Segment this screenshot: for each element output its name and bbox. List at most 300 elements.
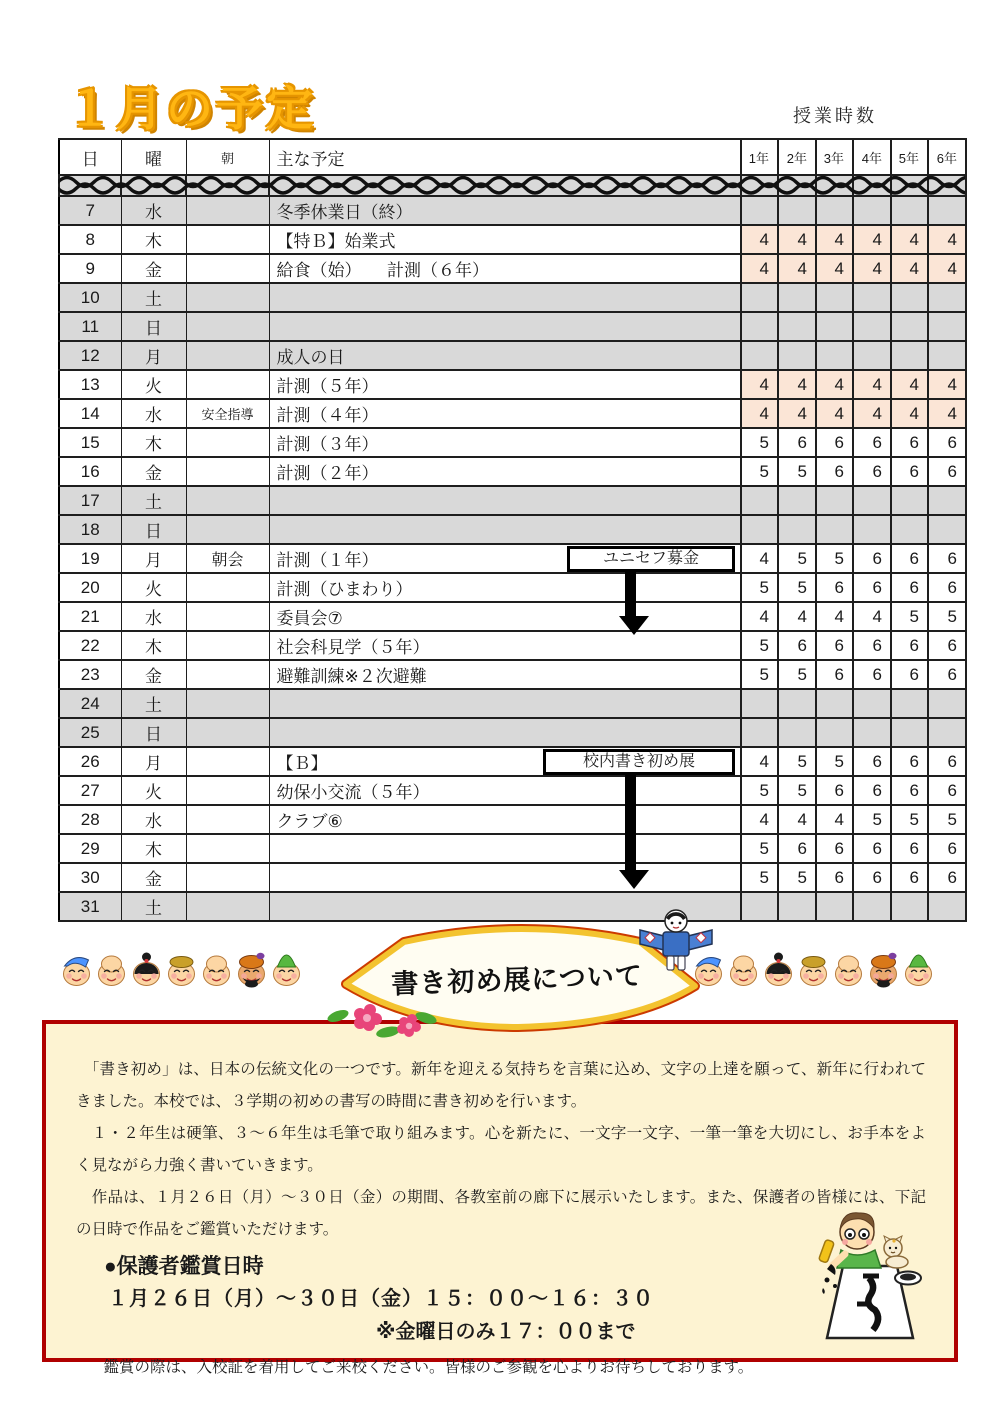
header-grade-4: 4年 xyxy=(853,139,891,175)
hours-grade-5-cell xyxy=(891,486,928,515)
wd-cell: 金 xyxy=(121,660,186,689)
day-cell: 26 xyxy=(59,747,121,776)
hours-grade-2-cell: 6 xyxy=(778,631,816,660)
morn-cell: 朝会 xyxy=(186,544,269,573)
wd-cell: 日 xyxy=(121,718,186,747)
hours-grade-4-cell: 6 xyxy=(853,631,891,660)
wd-cell: 月 xyxy=(121,341,186,370)
sched-cell xyxy=(269,834,741,863)
wd-cell: 水 xyxy=(121,196,186,225)
wd-cell: 火 xyxy=(121,573,186,602)
schedule-row-16 xyxy=(59,457,966,486)
hours-grade-4-cell: 4 xyxy=(853,254,891,283)
seven-lucky-gods-left xyxy=(60,950,303,992)
morn-cell xyxy=(186,196,269,225)
morn-cell xyxy=(186,776,269,805)
day-cell: 20 xyxy=(59,573,121,602)
schedule-row-20 xyxy=(59,573,966,602)
schedule-row-7 xyxy=(59,196,966,225)
day-cell: 7 xyxy=(59,196,121,225)
hours-grade-2-cell: 4 xyxy=(778,399,816,428)
wd-cell: 水 xyxy=(121,805,186,834)
lucky-god-bishamonten-icon xyxy=(235,950,268,992)
hours-grade-1-cell: 5 xyxy=(741,631,778,660)
header-schedule: 主な予定 xyxy=(269,139,741,175)
hours-grade-5-cell: 6 xyxy=(891,776,928,805)
day-cell: 28 xyxy=(59,805,121,834)
sched-cell xyxy=(269,515,741,544)
wd-cell: 土 xyxy=(121,689,186,718)
schedule-row-14 xyxy=(59,399,966,428)
hours-grade-3-cell: 6 xyxy=(816,776,853,805)
sched-cell: 社会科見学（５年） xyxy=(269,631,741,660)
header-weekday: 曜 xyxy=(121,139,186,175)
day-cell: 30 xyxy=(59,863,121,892)
hours-grade-4-cell: 6 xyxy=(853,834,891,863)
hours-grade-5-cell: 6 xyxy=(891,428,928,457)
hours-grade-3-cell: 4 xyxy=(816,805,853,834)
wd-cell: 日 xyxy=(121,515,186,544)
hours-grade-5-cell: 4 xyxy=(891,399,928,428)
day-cell: 23 xyxy=(59,660,121,689)
hours-grade-3-cell xyxy=(816,892,853,921)
schedule-row-29 xyxy=(59,834,966,863)
lucky-god-bishamonten-icon xyxy=(867,950,900,992)
wd-cell: 火 xyxy=(121,370,186,399)
hours-grade-1-cell xyxy=(741,196,778,225)
hours-grade-3-cell xyxy=(816,718,853,747)
hours-grade-3-cell: 6 xyxy=(816,834,853,863)
down-arrow-head xyxy=(619,616,649,635)
banner-title: 書き初め展について xyxy=(390,960,644,1000)
hours-grade-5-cell: 5 xyxy=(891,602,928,631)
calligraphy-boy-illustration xyxy=(805,1204,930,1346)
day-cell: 15 xyxy=(59,428,121,457)
lucky-god-benzaiten-icon xyxy=(130,950,163,992)
day-cell: 22 xyxy=(59,631,121,660)
hours-grade-3-cell: 5 xyxy=(816,747,853,776)
schedule-row-8 xyxy=(59,225,966,254)
hours-grade-1-cell xyxy=(741,486,778,515)
lucky-god-fukurokuju-icon xyxy=(902,950,935,992)
lucky-god-ebisu-icon xyxy=(60,950,93,992)
sched-cell: 幼保小交流（５年） xyxy=(269,776,741,805)
callout-box: ユニセフ募金 xyxy=(567,546,735,572)
hours-grade-6-cell xyxy=(928,312,966,341)
hours-grade-1-cell: 4 xyxy=(741,254,778,283)
sched-cell: 給食（始） 計測（６年） xyxy=(269,254,741,283)
morn-cell xyxy=(186,312,269,341)
day-cell: 14 xyxy=(59,399,121,428)
hours-grade-1-cell xyxy=(741,283,778,312)
hours-grade-4-cell xyxy=(853,689,891,718)
header-grade-3: 3年 xyxy=(816,139,853,175)
wavy-separator-row xyxy=(59,175,966,196)
wd-cell: 日 xyxy=(121,312,186,341)
schedule-row-21 xyxy=(59,602,966,631)
hours-grade-1-cell: 5 xyxy=(741,573,778,602)
hours-grade-2-cell xyxy=(778,283,816,312)
hours-grade-3-cell xyxy=(816,196,853,225)
hours-grade-2-cell xyxy=(778,486,816,515)
day-cell: 21 xyxy=(59,602,121,631)
day-cell: 9 xyxy=(59,254,121,283)
morn-cell xyxy=(186,631,269,660)
hours-grade-2-cell xyxy=(778,312,816,341)
hours-grade-5-cell: 5 xyxy=(891,805,928,834)
morn-cell xyxy=(186,254,269,283)
callout-box: 校内書き初め展 xyxy=(543,749,735,775)
sched-cell xyxy=(269,486,741,515)
header-day: 日 xyxy=(59,139,121,175)
schedule-row-10 xyxy=(59,283,966,312)
day-cell: 18 xyxy=(59,515,121,544)
sched-cell: 計測（５年） xyxy=(269,370,741,399)
hours-grade-4-cell xyxy=(853,892,891,921)
schedule-row-13 xyxy=(59,370,966,399)
hours-grade-6-cell xyxy=(928,892,966,921)
hours-grade-5-cell: 6 xyxy=(891,834,928,863)
schedule-row-15 xyxy=(59,428,966,457)
schedule-row-9 xyxy=(59,254,966,283)
hours-grade-4-cell: 4 xyxy=(853,602,891,631)
hours-grade-6-cell: 5 xyxy=(928,805,966,834)
schedule-table xyxy=(58,138,967,922)
hours-grade-2-cell: 5 xyxy=(778,863,816,892)
hours-grade-1-cell: 5 xyxy=(741,428,778,457)
wd-cell: 木 xyxy=(121,428,186,457)
sched-cell: 避難訓練※２次避難 xyxy=(269,660,741,689)
morn-cell xyxy=(186,747,269,776)
schedule-row-27 xyxy=(59,776,966,805)
hours-grade-6-cell: 6 xyxy=(928,660,966,689)
hours-grade-4-cell: 6 xyxy=(853,747,891,776)
schedule-row-24 xyxy=(59,689,966,718)
sched-cell: 計測（３年） xyxy=(269,428,741,457)
schedule-row-22 xyxy=(59,631,966,660)
hours-grade-4-cell: 6 xyxy=(853,660,891,689)
morn-cell xyxy=(186,660,269,689)
morn-cell xyxy=(186,225,269,254)
morn-cell xyxy=(186,602,269,631)
hours-grade-5-cell: 6 xyxy=(891,660,928,689)
hours-grade-6-cell: 4 xyxy=(928,370,966,399)
hours-grade-5-cell: 4 xyxy=(891,254,928,283)
sched-cell xyxy=(269,689,741,718)
hours-grade-2-cell: 5 xyxy=(778,776,816,805)
down-arrow-head xyxy=(619,870,649,889)
hours-grade-1-cell: 5 xyxy=(741,863,778,892)
hours-grade-3-cell xyxy=(816,341,853,370)
hours-grade-5-cell: 4 xyxy=(891,225,928,254)
lucky-god-jurojin-icon xyxy=(95,950,128,992)
wd-cell: 水 xyxy=(121,602,186,631)
hours-grade-3-cell: 4 xyxy=(816,370,853,399)
sched-cell: 計測（４年） xyxy=(269,399,741,428)
hours-grade-4-cell: 6 xyxy=(853,573,891,602)
hours-grade-1-cell xyxy=(741,689,778,718)
wd-cell: 火 xyxy=(121,776,186,805)
hours-grade-2-cell xyxy=(778,689,816,718)
wd-cell: 木 xyxy=(121,225,186,254)
viewing-note: ※金曜日のみ１７：００まで xyxy=(376,1321,636,1343)
hours-grade-3-cell xyxy=(816,515,853,544)
hours-grade-2-cell: 5 xyxy=(778,660,816,689)
hours-grade-6-cell xyxy=(928,515,966,544)
schedule-row-23 xyxy=(59,660,966,689)
sched-cell: 計測（ひまわり） xyxy=(269,573,741,602)
hours-grade-6-cell xyxy=(928,718,966,747)
hours-grade-5-cell xyxy=(891,689,928,718)
table-header-row xyxy=(59,139,966,175)
viewing-time: １月２６日（月）～３０日（金）１５：００～１６：３０ xyxy=(108,1288,654,1310)
hours-grade-3-cell: 6 xyxy=(816,863,853,892)
hours-grade-3-cell: 4 xyxy=(816,254,853,283)
schedule-row-12 xyxy=(59,341,966,370)
schedule-row-30 xyxy=(59,863,966,892)
seven-lucky-gods-right xyxy=(692,950,935,992)
hours-grade-3-cell xyxy=(816,486,853,515)
sched-cell: 【特Ｂ】始業式 xyxy=(269,225,741,254)
hours-grade-1-cell: 4 xyxy=(741,602,778,631)
hours-grade-6-cell xyxy=(928,486,966,515)
wd-cell: 水 xyxy=(121,399,186,428)
hours-grade-5-cell: 6 xyxy=(891,457,928,486)
hours-grade-2-cell xyxy=(778,341,816,370)
hours-grade-2-cell xyxy=(778,892,816,921)
schedule-row-19 xyxy=(59,544,966,573)
hours-grade-2-cell: 4 xyxy=(778,225,816,254)
sched-cell xyxy=(269,283,741,312)
sched-cell: 冬季休業日（終） xyxy=(269,196,741,225)
morn-cell xyxy=(186,428,269,457)
morn-cell xyxy=(186,515,269,544)
hours-grade-2-cell: 6 xyxy=(778,834,816,863)
day-cell: 12 xyxy=(59,341,121,370)
hours-grade-1-cell: 5 xyxy=(741,457,778,486)
wd-cell: 土 xyxy=(121,892,186,921)
hours-grade-6-cell: 6 xyxy=(928,573,966,602)
wd-cell: 木 xyxy=(121,631,186,660)
hours-grade-6-cell: 6 xyxy=(928,747,966,776)
hours-grade-4-cell xyxy=(853,341,891,370)
morn-cell xyxy=(186,573,269,602)
hours-grade-1-cell: 4 xyxy=(741,747,778,776)
lucky-god-daikokuten-icon xyxy=(797,950,830,992)
hours-grade-6-cell xyxy=(928,341,966,370)
hours-grade-2-cell: 4 xyxy=(778,602,816,631)
hours-grade-1-cell: 4 xyxy=(741,805,778,834)
hours-grade-2-cell: 4 xyxy=(778,805,816,834)
sched-cell: 計測（２年） xyxy=(269,457,741,486)
header-grade-2: 2年 xyxy=(778,139,816,175)
day-cell: 13 xyxy=(59,370,121,399)
hours-grade-5-cell: 6 xyxy=(891,544,928,573)
day-cell: 31 xyxy=(59,892,121,921)
schedule-table-wrap xyxy=(58,138,965,922)
sched-cell: 委員会⑦ xyxy=(269,602,741,631)
hours-grade-2-cell: 6 xyxy=(778,428,816,457)
hours-grade-6-cell: 5 xyxy=(928,602,966,631)
morn-cell xyxy=(186,805,269,834)
wd-cell: 月 xyxy=(121,544,186,573)
hours-grade-5-cell xyxy=(891,892,928,921)
yakko-kite-icon xyxy=(632,906,720,978)
viewing-heading: ●保護者鑑賞日時 xyxy=(104,1255,264,1278)
wd-cell: 木 xyxy=(121,834,186,863)
sched-cell: 成人の日 xyxy=(269,341,741,370)
wd-cell: 月 xyxy=(121,747,186,776)
schedule-row-11 xyxy=(59,312,966,341)
header-grade-1: 1年 xyxy=(741,139,778,175)
hours-grade-1-cell: 4 xyxy=(741,544,778,573)
hours-grade-3-cell: 6 xyxy=(816,573,853,602)
hours-grade-5-cell xyxy=(891,718,928,747)
down-arrow-shaft xyxy=(625,572,636,616)
hours-grade-3-cell: 6 xyxy=(816,428,853,457)
day-cell: 29 xyxy=(59,834,121,863)
hours-grade-3-cell: 6 xyxy=(816,631,853,660)
hours-grade-4-cell xyxy=(853,196,891,225)
info-paragraph-2: １・２年生は硬筆、３～６年生は毛筆で取り組みます。心を新たに、一文字一文字、一筆一筆を大切にし、お手本をよく見ながら力強く書いていきます。 xyxy=(76,1125,926,1174)
hours-grade-1-cell xyxy=(741,892,778,921)
morn-cell xyxy=(186,834,269,863)
schedule-row-17 xyxy=(59,486,966,515)
hours-grade-3-cell xyxy=(816,312,853,341)
hours-grade-2-cell xyxy=(778,196,816,225)
hours-grade-3-cell: 4 xyxy=(816,225,853,254)
wd-cell: 金 xyxy=(121,254,186,283)
hours-grade-4-cell xyxy=(853,718,891,747)
sched-cell xyxy=(269,718,741,747)
wd-cell: 土 xyxy=(121,283,186,312)
hours-grade-5-cell: 4 xyxy=(891,370,928,399)
kakizome-info-box xyxy=(42,1020,958,1376)
lucky-god-fukurokuju-icon xyxy=(270,950,303,992)
lucky-god-hotei-icon xyxy=(200,950,233,992)
wd-cell: 金 xyxy=(121,863,186,892)
morn-cell xyxy=(186,892,269,921)
hours-grade-1-cell: 4 xyxy=(741,370,778,399)
kakizome-banner xyxy=(338,922,706,1036)
day-cell: 17 xyxy=(59,486,121,515)
hours-grade-5-cell xyxy=(891,341,928,370)
hours-grade-2-cell: 5 xyxy=(778,573,816,602)
wd-cell: 金 xyxy=(121,457,186,486)
schedule-row-25 xyxy=(59,718,966,747)
hours-grade-5-cell: 6 xyxy=(891,631,928,660)
hours-grade-5-cell xyxy=(891,312,928,341)
sched-cell: 【Ｂ】 校内書き初め展 xyxy=(269,747,741,776)
info-paragraph-3: 作品は、１月２６日（月）～３０日（金）の期間、各教室前の廊下に展示いたします。また、保護者の皆様には、下記の日時で作品をご鑑賞いただけます。 xyxy=(76,1189,926,1238)
day-cell: 24 xyxy=(59,689,121,718)
hours-grade-4-cell: 5 xyxy=(853,805,891,834)
morn-cell xyxy=(186,283,269,312)
hours-grade-4-cell: 4 xyxy=(853,225,891,254)
hours-grade-6-cell xyxy=(928,196,966,225)
morn-cell: 安全指導 xyxy=(186,399,269,428)
hours-grade-2-cell xyxy=(778,515,816,544)
hours-grade-1-cell: 5 xyxy=(741,660,778,689)
hours-grade-4-cell: 6 xyxy=(853,544,891,573)
day-cell: 25 xyxy=(59,718,121,747)
hours-grade-3-cell: 6 xyxy=(816,660,853,689)
hours-grade-2-cell: 4 xyxy=(778,370,816,399)
wd-cell: 土 xyxy=(121,486,186,515)
hours-grade-2-cell: 5 xyxy=(778,457,816,486)
header-grade-5: 5年 xyxy=(891,139,928,175)
hours-grade-2-cell: 4 xyxy=(778,254,816,283)
hours-grade-6-cell: 6 xyxy=(928,457,966,486)
hours-grade-6-cell: 6 xyxy=(928,834,966,863)
hours-grade-2-cell xyxy=(778,718,816,747)
hours-grade-1-cell xyxy=(741,341,778,370)
hours-grade-6-cell xyxy=(928,689,966,718)
day-cell: 8 xyxy=(59,225,121,254)
hours-grade-1-cell xyxy=(741,718,778,747)
schedule-row-31 xyxy=(59,892,966,921)
day-cell: 16 xyxy=(59,457,121,486)
sched-cell xyxy=(269,312,741,341)
hours-grade-6-cell: 6 xyxy=(928,428,966,457)
schedule-row-18 xyxy=(59,515,966,544)
class-hours-label: 授業時数 xyxy=(793,106,877,126)
hours-grade-3-cell xyxy=(816,283,853,312)
day-cell: 19 xyxy=(59,544,121,573)
hours-grade-3-cell: 4 xyxy=(816,399,853,428)
hours-grade-4-cell xyxy=(853,486,891,515)
morn-cell xyxy=(186,689,269,718)
lucky-god-daikokuten-icon xyxy=(165,950,198,992)
hours-grade-4-cell: 4 xyxy=(853,370,891,399)
morn-cell xyxy=(186,370,269,399)
hours-grade-1-cell xyxy=(741,312,778,341)
hours-grade-4-cell xyxy=(853,283,891,312)
hours-grade-5-cell xyxy=(891,196,928,225)
hours-grade-5-cell xyxy=(891,283,928,312)
lucky-god-hotei-icon xyxy=(832,950,865,992)
morn-cell xyxy=(186,486,269,515)
page-title: １月の予定 xyxy=(66,82,316,135)
plum-blossom-icon xyxy=(322,994,442,1040)
morn-cell xyxy=(186,718,269,747)
hours-grade-6-cell: 6 xyxy=(928,631,966,660)
morn-cell xyxy=(186,863,269,892)
hours-grade-6-cell: 4 xyxy=(928,225,966,254)
hours-grade-4-cell xyxy=(853,312,891,341)
hours-grade-5-cell: 6 xyxy=(891,573,928,602)
hours-grade-4-cell: 6 xyxy=(853,457,891,486)
header-grade-6: 6年 xyxy=(928,139,966,175)
morn-cell xyxy=(186,341,269,370)
hours-grade-3-cell: 6 xyxy=(816,457,853,486)
sched-cell xyxy=(269,863,741,892)
header-morning: 朝 xyxy=(186,139,269,175)
hours-grade-3-cell: 5 xyxy=(816,544,853,573)
hours-grade-4-cell: 4 xyxy=(853,399,891,428)
lucky-god-jurojin-icon xyxy=(727,950,760,992)
hours-grade-3-cell: 4 xyxy=(816,602,853,631)
day-cell: 27 xyxy=(59,776,121,805)
hours-grade-5-cell: 6 xyxy=(891,863,928,892)
lucky-god-benzaiten-icon xyxy=(762,950,795,992)
hours-grade-1-cell: 5 xyxy=(741,834,778,863)
hours-grade-4-cell: 6 xyxy=(853,428,891,457)
day-cell: 10 xyxy=(59,283,121,312)
hours-grade-6-cell: 6 xyxy=(928,544,966,573)
hours-grade-1-cell: 5 xyxy=(741,776,778,805)
hours-grade-6-cell: 4 xyxy=(928,254,966,283)
